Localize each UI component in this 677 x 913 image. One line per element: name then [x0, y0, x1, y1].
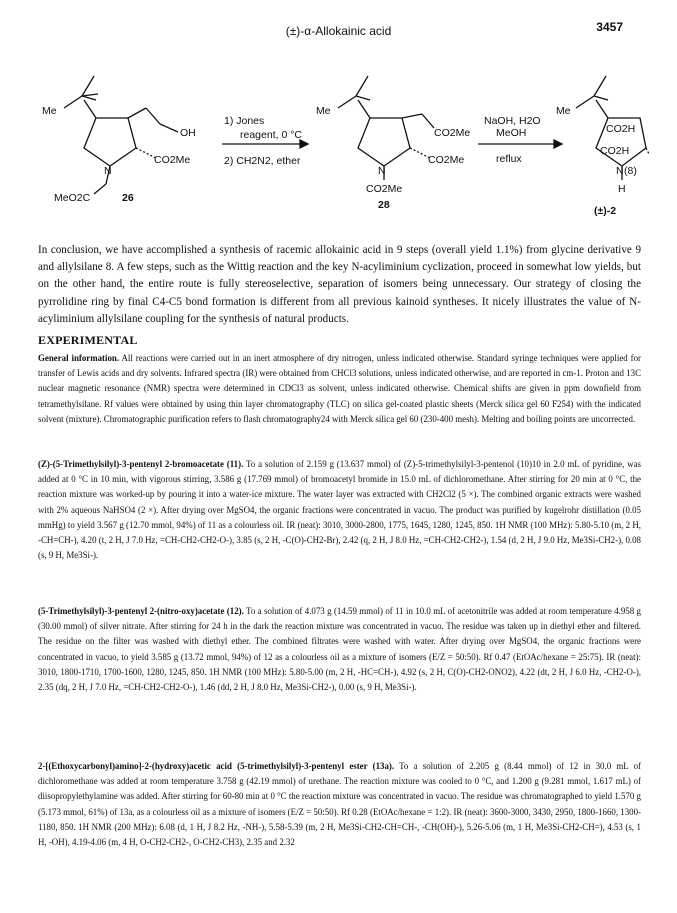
step3-line2: MeOH — [496, 127, 527, 139]
section-heading-experimental: EXPERIMENTAL — [38, 333, 138, 347]
meo2c-label: MeO2C — [54, 192, 91, 204]
step1-line2: reagent, 0 °C — [240, 129, 302, 141]
step2: 2) CH2N2, ether — [224, 155, 301, 167]
step3-line1: NaOH, H2O — [484, 115, 541, 127]
compound-11-heading: (Z)-(5-Trimethylsilyl)-3-pentenyl 2-bromoacetate (11). — [38, 459, 244, 469]
compound-13a-heading: 2-[(Ethoxycarbonyl)amino]-2-(hydroxy)acetic acid (5-trimethylsilyl)-3-pentenyl ester (13a). — [38, 761, 395, 771]
page-number: 3457 — [596, 20, 623, 34]
reaction-scheme — [34, 56, 649, 236]
co2me-label-26: CO2Me — [154, 154, 191, 166]
compound-12-heading: (5-Trimethylsilyl)-3-pentenyl 2-(nitro-oxy)acetate (12). — [38, 606, 244, 616]
compound-12-paragraph — [38, 604, 641, 695]
me-label-2: Me — [556, 105, 571, 117]
n-label-2: N — [616, 165, 624, 177]
me-label-26: Me — [42, 105, 57, 117]
compound-12-text: To a solution of 4.073 g (14.59 mmol) of 11 in 10.0 mL of acetonitrile was added at room temperature 4.958 g (30.00 mmol) of silver nitrate. After stirring for 24 h in the dark the reaction mixture was concentrated in vacuo. The residue was taken up in diethyl ether and filtered. The residue on the filter was washed with diethyl ether. The combined filtrates were washed with water. After drying over MgSO4, the organic fractions were concentrated in vacuo, to yield 3.585 g (13.72 mmol, 94%) of 12 as a colourless oil as a mixture of isomers (E/Z = 50:50). Rf 0.47 (EtOAc/hexane = 25:75). IR (neat): 3010, 1800-1710, 1700-1600, 1280, 1245, 850. 1H NMR (100 MHz): 5.80-5.00 (m, 2 H, -HC=CH-), 4.92 (s, 2 H, C(O)-CH2-ONO2), 4.22 (dt, 2 H, J 6.0 Hz, -CH2-O-), 2.35 (dq, 2 H, J 7.0 Hz, =CH-CH2-CH2-O-), 1.46 (dd, 2 H, J 8.0 Hz, Me3Si-CH2-), 0.00 (s, 9 H, Me3Si-). — [38, 606, 641, 693]
compound-2-label: (±)-2 — [594, 205, 617, 217]
conclusion-paragraph: In conclusion, we have accomplished a synthesis of racemic allokainic acid in 9 steps (overall yield 1.1%) from glycine derivative 9 and allylsilane 8. A few steps, such as the Wittig reaction and the key N-acyliminium cyclization, proceed in somewhat low yields, but on the other hand, the entire route is fully stereoselective, separation of isomers being unnecessary. Our strategy of closing the pyrrolidine ring by final C4-C5 bond formation is different from all previous kainoid syntheses. It nicely illustrates the value of N-acyliminium allylsilane coupling for the synthesis of natural products. — [38, 244, 641, 325]
compound-13a-paragraph — [38, 759, 641, 850]
co2me-label-28a: CO2Me — [434, 127, 471, 139]
co2h-label-b: CO2H — [600, 145, 630, 157]
n-label-28: N — [378, 165, 386, 177]
h-label: H — [618, 183, 626, 195]
co2me-label-28c: CO2Me — [366, 183, 403, 195]
general-information-paragraph — [38, 351, 641, 427]
general-information-heading: General information. — [38, 353, 120, 363]
compound-11-paragraph — [38, 457, 641, 563]
equation-number: (8) — [624, 165, 637, 177]
compound-26-label: 26 — [122, 192, 134, 204]
co2h-label-a: CO2H — [606, 123, 636, 135]
oh-label: OH — [180, 127, 196, 139]
compound-28-label: 28 — [378, 199, 390, 211]
step1-line1: 1) Jones — [224, 115, 265, 127]
compound-11-text: To a solution of 2.159 g (13.637 mmol) of (Z)-5-trimethylsilyl-3-pentenol (10)10 in 2.0 mL of pyridine, was added at 0 °C in 10 min, with vigorous stirring, 3.586 g (17.769 mmol) of bromoacetyl bromide in 15.0 mL of dichloromethane. After stirring for 20 min at 0 °C, the reaction mixture was worked-up by pouring it into a water-ice mixture. The water layer was extracted with CH2Cl2 (5 ×). The combined organic extracts were washed with 2% aqueous NaHSO4 (2 ×). After drying over MgSO4, the organic fractions were concentrated in vacuo. The product was purified by kugelrohr distillation (0.05 mmHg) to yield 3.567 g (12.70 mmol, 94%) of 11 as a colourless oil. IR (neat): 3010, 3000-2800, 1775, 1645, 1280, 1245, 850. 1H NMR (100 MHz): 5.80-5.10 (m, 2 H, -CH=CH-), 4.20 (t, 2 H, J 7.0 Hz, =CH-CH2-CH2-O-), 3.85 (s, 2 H, -C(O)-CH2-Br), 2.42 (q, 2 H, J 8.0 Hz, =CH-CH2-CH2-), 1.54 (d, 2 H, J 9.0 Hz, Me3Si-CH2-), 0.08 (s, 9 H, Me3Si-). — [38, 459, 641, 561]
n-label-26: N — [104, 165, 112, 177]
step3-line3: reflux — [496, 153, 522, 165]
compound-13a-text: To a solution of 2.205 g (8.44 mmol) of 12 in 30.0 mL of dichloromethane was added at room temperature 3.758 g (42.19 mmol) of urethane. The reaction mixture was cooled to 0 °C, and 1.200 g (9.281 mmol, 1.617 mL) of diisopropylethylamine was added. After stirring for 60-80 min at 0 °C the reaction mixture was concentrated in vacuo. The residue was chromatographed to yield 1.570 g (5.173 mmol, 61%) of 13a, as a colourless oil as a mixture of isomers (E/Z = 50:50). Rf 0.28 (EtOAc/hexane = 1:2). IR (neat): 3600-3000, 3430, 2950, 1800-1660, 1300-1180, 850. 1H NMR (200 MHz): 6.08 (d, 1 H, J 8.2 Hz, -NH-), 5.58-5.39 (m, 2 H, Me3Si-CH2-CH=CH-, -CH(OH)-), 5.26-5.06 (m, 1 H, Me3Si-CH2-CH=), 4.53 (s, 1 H, -OH), 4.19-4.06 (m, 4 H, O-CH2-CH2-, O-CH2-CH3), 2.35 and 2.32 — [38, 761, 641, 848]
general-information-text: All reactions were carried out in an inert atmosphere of dry nitrogen, unless indicated otherwise. Standard syringe techniques were applied for transfer of Lewis acids and dry solvents. Infrared spectra (IR) were obtained from CHCl3 solutions, unless indicated otherwise, and are reported in cm-1. Proton and 13C nuclear magnetic resonance (NMR) spectra were determined in CDCl3 as solvent, unless indicated otherwise. Chemical shifts are given in ppm downfield from tetramethylsilane. Rf values were obtained by using thin layer chromatography (TLC) on silica gel-coated plastic sheets (Merck silica gel 60 F254) with the indicated solvent (mixture). Chromatographic purification refers to flash chromatography24 with Merck silica gel 60 (230-400 mesh). Melting and boiling points are uncorrected. — [38, 353, 641, 424]
running-title: (±)-α-Allokainic acid — [285, 24, 392, 38]
me-label-28: Me — [316, 105, 331, 117]
co2me-label-28b: CO2Me — [428, 154, 465, 166]
